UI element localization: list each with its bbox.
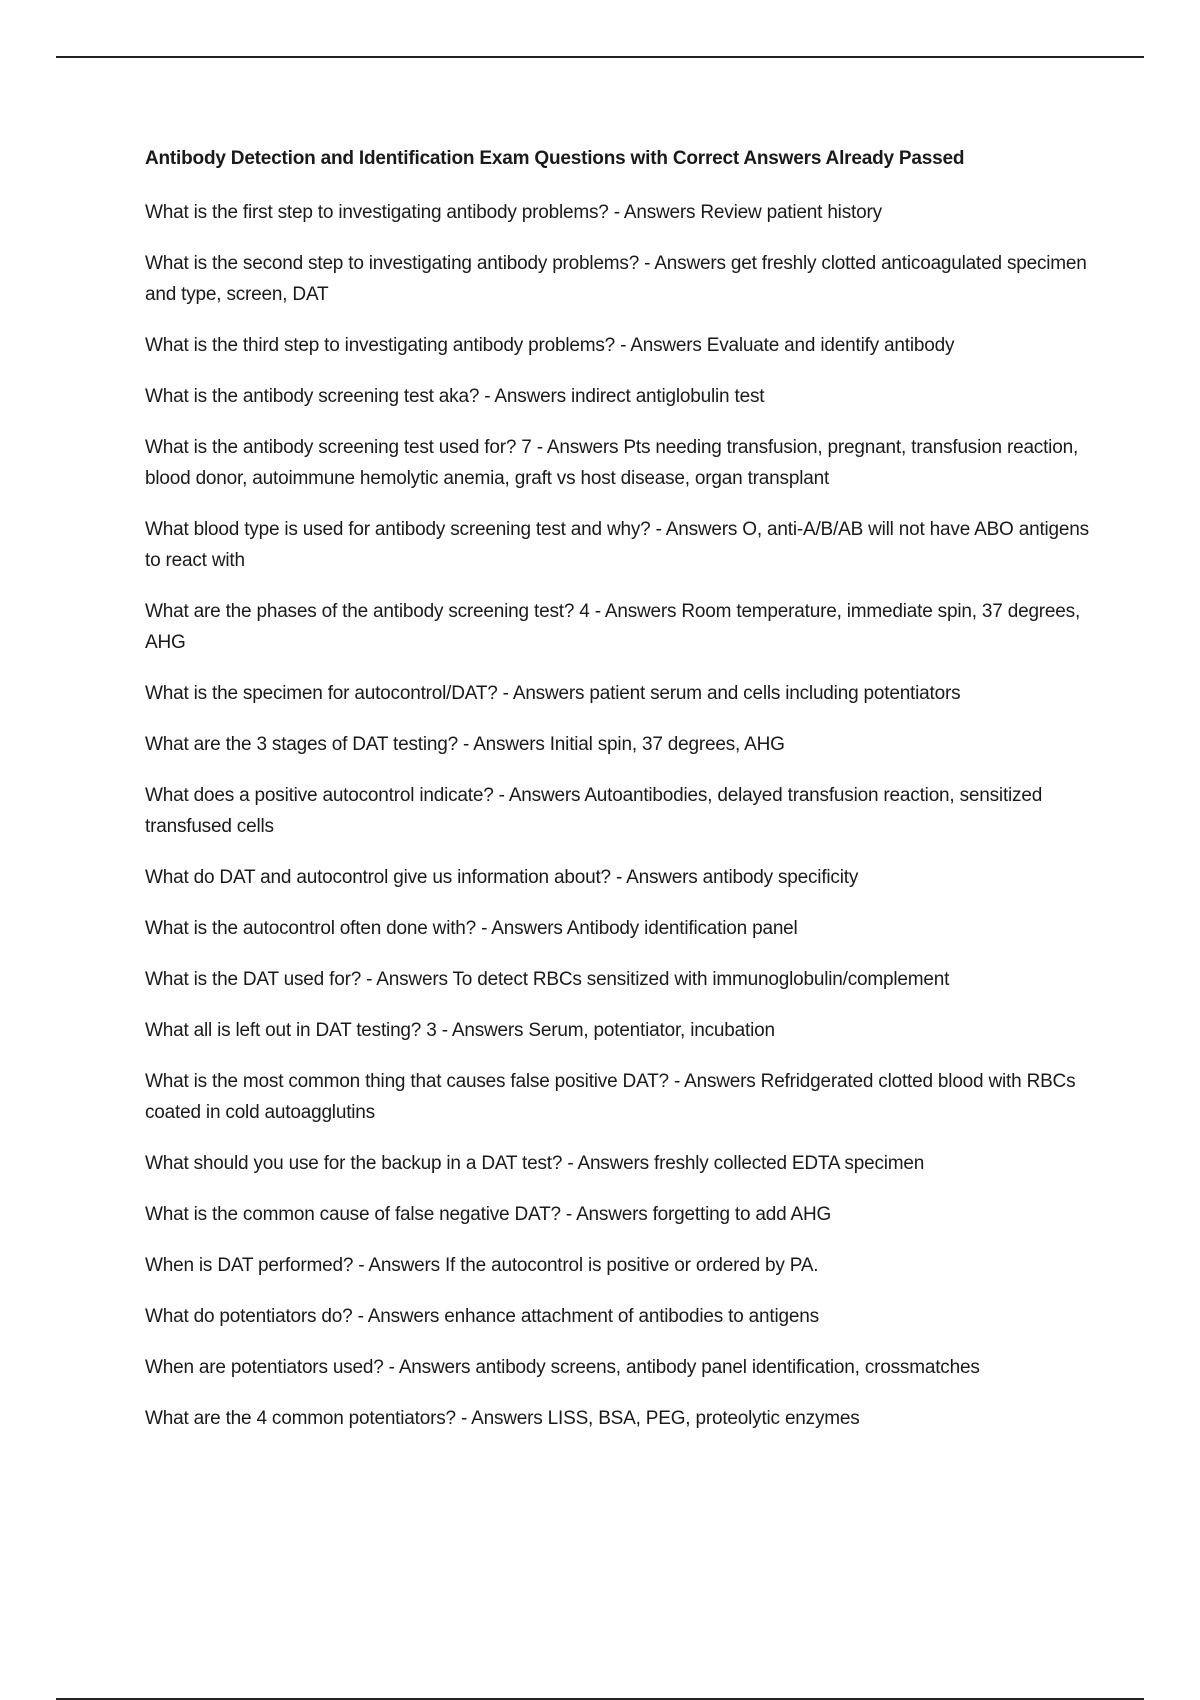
qa-item: What are the phases of the antibody screening test? 4 - Answers Room temperature, immediate spin, 37 degrees, AHG xyxy=(145,601,1081,653)
qa-item: What should you use for the backup in a DAT test? - Answers freshly collected EDTA specimen xyxy=(145,1153,925,1174)
qa-item: What do DAT and autocontrol give us information about? - Answers antibody specificity xyxy=(145,867,859,888)
qa-item: What blood type is used for antibody screening test and why? - Answers O, anti-A/B/AB will not have ABO antigens to react with xyxy=(145,519,1089,571)
qa-item: What is the DAT used for? - Answers To detect RBCs sensitized with immunoglobulin/complement xyxy=(145,969,950,990)
qa-item: What is the autocontrol often done with? - Answers Antibody identification panel xyxy=(145,918,798,939)
qa-item: What is the antibody screening test aka? - Answers indirect antiglobulin test xyxy=(145,386,765,407)
qa-item: What is the third step to investigating antibody problems? - Answers Evaluate and identify antibody xyxy=(145,335,955,356)
qa-item: What are the 4 common potentiators? - Answers LISS, BSA, PEG, proteolytic enzymes xyxy=(145,1408,860,1429)
qa-item: What is the antibody screening test used for? 7 - Answers Pts needing transfusion, pregnant, transfusion reaction, blood donor, autoimmune hemolytic anemia, graft vs host disease, organ transplant xyxy=(145,437,1079,489)
qa-item: What are the 3 stages of DAT testing? - Answers Initial spin, 37 degrees, AHG xyxy=(145,734,785,755)
qa-item: What is the first step to investigating antibody problems? - Answers Review patient history xyxy=(145,202,882,223)
header-rule xyxy=(56,56,1144,58)
document-title: Antibody Detection and Identification Exam Questions with Correct Answers Already Passed xyxy=(145,148,965,169)
qa-item: What all is left out in DAT testing? 3 - Answers Serum, potentiator, incubation xyxy=(145,1020,775,1041)
qa-item: When is DAT performed? - Answers If the autocontrol is positive or ordered by PA. xyxy=(145,1255,819,1276)
qa-item: What is the common cause of false negative DAT? - Answers forgetting to add AHG xyxy=(145,1204,832,1225)
qa-item: When are potentiators used? - Answers antibody screens, antibody panel identification, crossmatches xyxy=(145,1357,980,1378)
qa-item: What is the second step to investigating antibody problems? - Answers get freshly clotted anticoagulated specimen and type, screen, DAT xyxy=(145,253,1087,305)
qa-item: What is the specimen for autocontrol/DAT? - Answers patient serum and cells including potentiators xyxy=(145,683,961,704)
document-body xyxy=(145,146,1095,1454)
qa-item: What do potentiators do? - Answers enhance attachment of antibodies to antigens xyxy=(145,1306,819,1327)
qa-item: What is the most common thing that causes false positive DAT? - Answers Refridgerated clotted blood with RBCs coated in cold autoagglutins xyxy=(145,1071,1076,1123)
qa-item: What does a positive autocontrol indicate? - Answers Autoantibodies, delayed transfusion reaction, sensitized transfused cells xyxy=(145,785,1043,837)
